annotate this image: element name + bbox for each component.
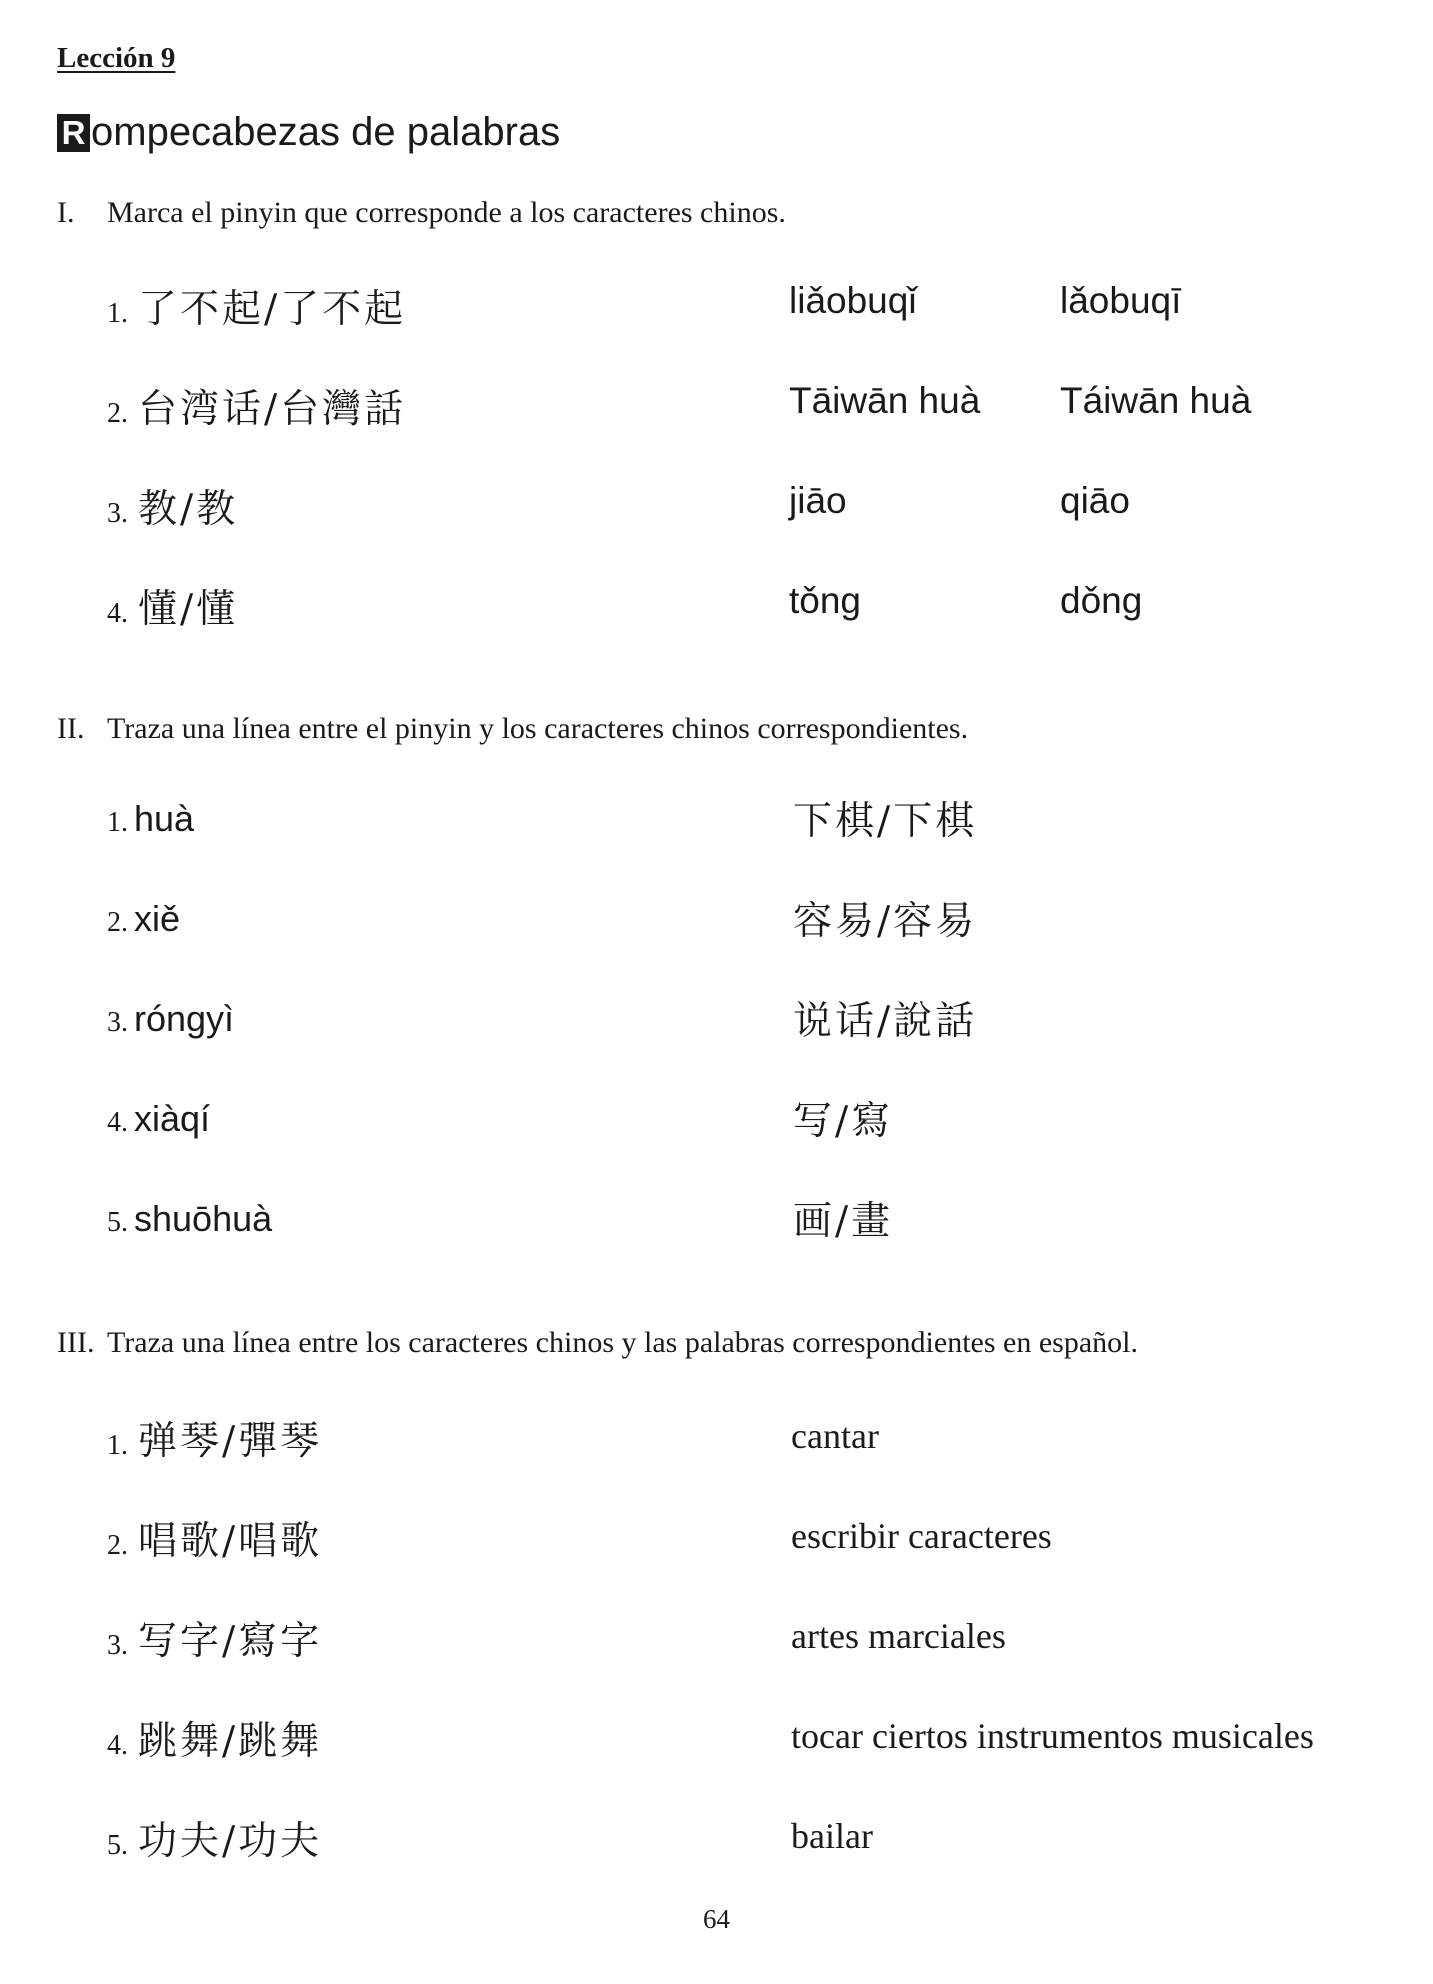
s2-item-pinyin[interactable]: shuōhuà: [134, 1198, 273, 1239]
s3-spanish-match[interactable]: cantar: [791, 1416, 879, 1456]
s3-item-chars[interactable]: 跳舞/跳舞: [138, 1719, 323, 1764]
section-1-numeral: I.: [57, 196, 75, 229]
s2-item-number: 2.: [107, 907, 128, 938]
section-2-instruction: [57, 712, 968, 746]
section-3-text: Traza una línea entre los caracteres chinos y las palabras correspondientes en español.: [107, 1326, 1138, 1359]
s3-item-number: 4.: [107, 1730, 128, 1761]
page-number: 64: [703, 1904, 730, 1934]
lesson-heading: Lección 9: [57, 42, 176, 74]
s2-item-5[interactable]: [107, 1198, 272, 1240]
s3-item-2[interactable]: [107, 1510, 322, 1566]
s3-item-number: 2.: [107, 1530, 128, 1561]
section-1-text: Marca el pinyin que corresponde a los caracteres chinos.: [107, 196, 786, 229]
s2-item-number: 4.: [107, 1107, 128, 1138]
s1-option-a[interactable]: liǎobuqǐ: [789, 280, 917, 321]
s2-item-number: 5.: [107, 1207, 128, 1238]
section-1-instruction: [57, 196, 786, 230]
s2-item-number: 3.: [107, 1007, 128, 1038]
s3-item-number: 5.: [107, 1830, 128, 1861]
s1-item-3: [107, 478, 238, 534]
s1-item-4: [107, 578, 238, 634]
s2-chars-match[interactable]: 画/畫: [793, 1199, 894, 1244]
s3-spanish-match[interactable]: artes marciales: [791, 1616, 1006, 1656]
s3-item-number: 3.: [107, 1630, 128, 1661]
s1-option-a[interactable]: jiāo: [789, 480, 847, 521]
s1-option-a[interactable]: tǒng: [789, 580, 862, 621]
s3-spanish-match[interactable]: escribir caracteres: [791, 1516, 1052, 1556]
s2-item-pinyin[interactable]: róngyì: [134, 998, 235, 1039]
s1-item-number: 4.: [107, 598, 128, 629]
s3-item-chars[interactable]: 功夫/功夫: [138, 1819, 323, 1864]
s3-item-chars[interactable]: 弹琴/彈琴: [138, 1419, 323, 1464]
s2-item-number: 1.: [107, 807, 128, 838]
section-2-text: Traza una línea entre el pinyin y los caracteres chinos correspondientes.: [107, 712, 969, 745]
s2-chars-match[interactable]: 写/寫: [793, 1099, 894, 1144]
title-text: ompecabezas de palabras: [91, 110, 561, 154]
s1-item-chars: 懂/懂: [138, 587, 239, 632]
s2-item-2[interactable]: [107, 898, 180, 940]
s3-spanish-match[interactable]: tocar ciertos instrumentos musicales: [791, 1716, 1314, 1756]
s1-option-b[interactable]: lǎobuqī: [1060, 280, 1182, 321]
s3-item-chars[interactable]: 写字/寫字: [138, 1619, 323, 1664]
page-title: [57, 110, 560, 155]
s3-item-chars[interactable]: 唱歌/唱歌: [138, 1519, 323, 1564]
section-3-numeral: III.: [57, 1326, 95, 1359]
s1-item-chars: 了不起/了不起: [138, 287, 407, 332]
s3-item-5[interactable]: [107, 1810, 322, 1866]
s1-item-chars: 教/教: [138, 487, 239, 532]
s2-item-pinyin[interactable]: xiàqí: [134, 1098, 211, 1139]
s2-item-pinyin[interactable]: xiě: [134, 898, 181, 939]
s3-item-4[interactable]: [107, 1710, 322, 1766]
s2-chars-match[interactable]: 下棋/下棋: [793, 799, 978, 844]
s1-option-b[interactable]: qiāo: [1060, 480, 1130, 521]
s3-item-1[interactable]: [107, 1410, 322, 1466]
s2-item-pinyin[interactable]: huà: [134, 798, 195, 839]
s3-item-3[interactable]: [107, 1610, 322, 1666]
s1-item-number: 3.: [107, 498, 128, 529]
section-3-instruction: [57, 1326, 1138, 1360]
s1-option-b[interactable]: Táiwān huà: [1060, 380, 1252, 421]
s1-item-number: 1.: [107, 298, 128, 329]
s1-item-1: [107, 278, 406, 334]
s1-option-a[interactable]: Tāiwān huà: [789, 380, 981, 421]
s2-chars-match[interactable]: 容易/容易: [793, 899, 978, 944]
s1-item-number: 2.: [107, 398, 128, 429]
section-2-numeral: II.: [57, 712, 85, 745]
s1-item-2: [107, 378, 406, 434]
s2-item-1[interactable]: [107, 798, 194, 840]
s2-item-3[interactable]: [107, 998, 234, 1040]
s2-chars-match[interactable]: 说话/說話: [793, 999, 978, 1044]
s2-item-4[interactable]: [107, 1098, 210, 1140]
title-initial-box: R: [57, 114, 90, 152]
s1-item-chars: 台湾话/台灣話: [138, 387, 407, 432]
s1-option-b[interactable]: dǒng: [1060, 580, 1143, 621]
s3-item-number: 1.: [107, 1430, 128, 1461]
s3-spanish-match[interactable]: bailar: [791, 1816, 873, 1856]
